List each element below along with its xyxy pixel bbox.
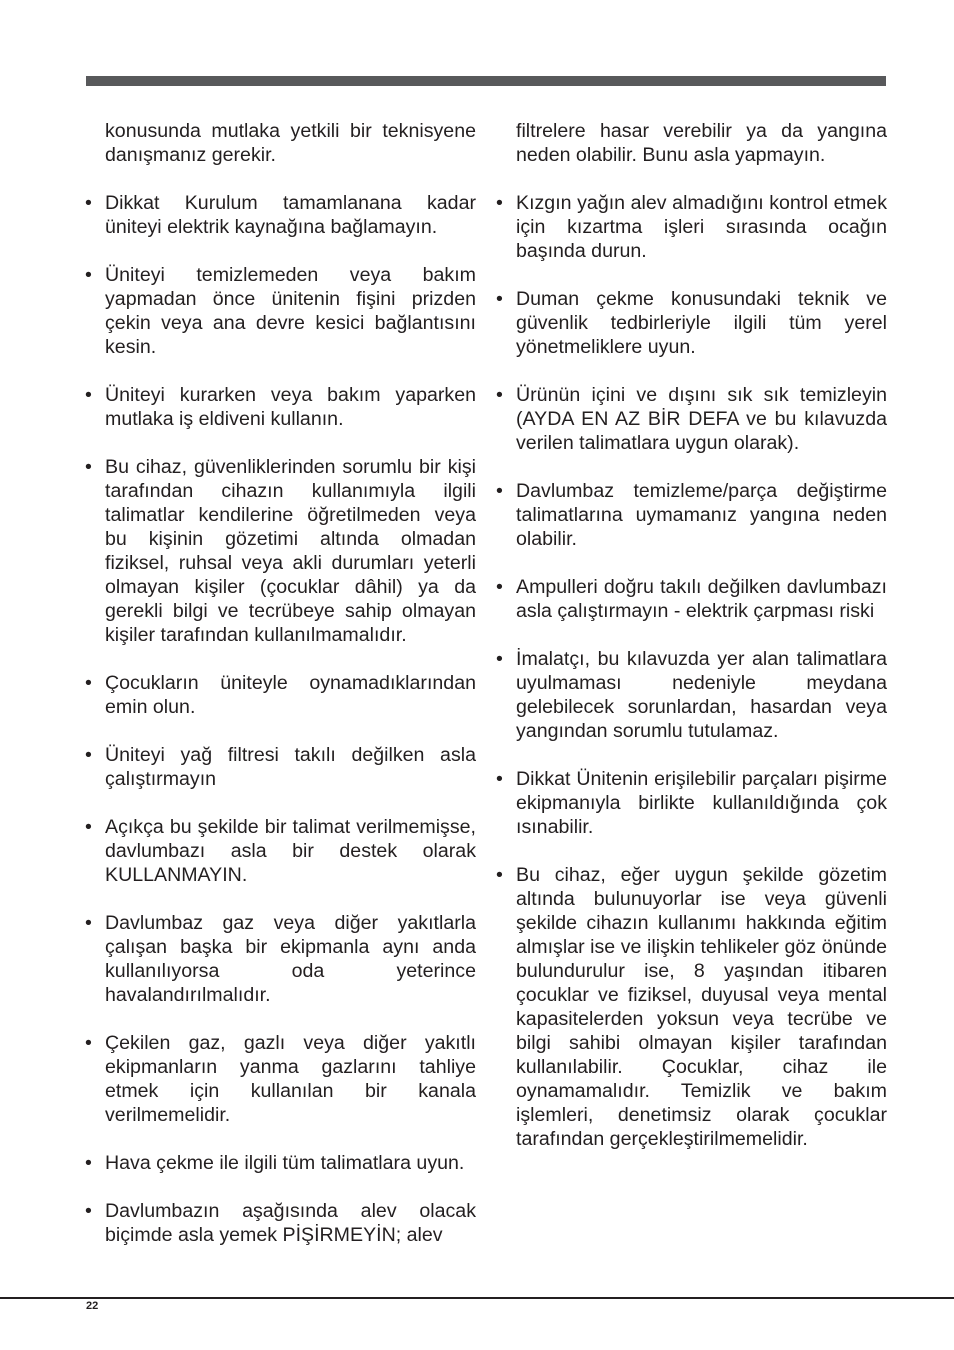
paragraph-text: Ürünün içini ve dışını sık sık temizleyin (AYDA EN AZ BİR DEFA ve bu kılavuzda verilen talimatlara uygun olarak). — [516, 384, 887, 454]
paragraph-text: Üniteyi yağ filtresi takılı değilken asla çalıştırmayın — [105, 744, 476, 790]
bullet-marker: • — [85, 672, 92, 694]
paragraph-text: Ampulleri doğru takılı değilken davlumbazı asla çalıştırmayın - elektrik çarpması riski — [516, 576, 887, 622]
bullet-marker: • — [85, 456, 92, 478]
bullet-marker: • — [496, 864, 503, 886]
paragraph-text: Bu cihaz, güvenliklerinden sorumlu bir kişi tarafından cihazın kullanımıyla ilgili talimatlar kendilerine öğretilmeden veya bu kişinin gözetimi altında olmadan fiziksel, ruhsal veya akli durumları yeterli olmayan kişiler (çocuklar dâhil) ya da gerekli bilgi ve tecrübeye sahip olmayan kişiler tarafından kullanılmamalıdır. — [105, 456, 476, 646]
paragraph-text: Çekilen gaz, gazlı veya diğer yakıtlı ekipmanların yanma gazlarını tahliye etmek için kullanılan bir kanala verilmemelidir. — [105, 1032, 476, 1126]
bullet-item — [85, 1151, 476, 1175]
bullet-marker: • — [496, 576, 503, 598]
paragraph-text: Davlumbazın aşağısında alev olacak biçimde asla yemek PİŞİRMEYİN; alev — [105, 1200, 476, 1246]
bullet-marker: • — [85, 264, 92, 286]
bullet-marker: • — [496, 768, 503, 790]
bullet-item — [85, 383, 476, 431]
left-text-column — [85, 119, 476, 1271]
bullet-item — [85, 815, 476, 887]
paragraph-text: Davlumbaz temizleme/parça değiştirme talimatlarına uymamanız yangına neden olabilir. — [516, 480, 887, 550]
paragraph-text: Davlumbaz gaz veya diğer yakıtlarla çalışan başka bir ekipmanla aynı anda kullanılıyorsa oda yeterince havalandırılmalıdır. — [105, 912, 476, 1006]
page-number: 22 — [86, 1300, 99, 1312]
paragraph-text: İmalatçı, bu kılavuzda yer alan talimatlara uyulmaması nedeniyle meydana gelebilecek sorunlardan, hasardan veya yangından sorumlu tutulamaz. — [516, 648, 887, 742]
bullet-marker: • — [85, 816, 92, 838]
paragraph-text: konusunda mutlaka yetkili bir teknisyene danışmanız gerekir. — [105, 120, 476, 166]
paragraph-text: Üniteyi temizlemeden veya bakım yapmadan önce ünitenin fişini prizden çekin veya ana devre kesici bağlantısını kesin. — [105, 264, 476, 358]
bullet-item — [85, 455, 476, 647]
paragraph-text: Duman çekme konusundaki teknik ve güvenlik tedbirleriyle ilgili tüm yerel yönetmeliklere uyun. — [516, 288, 887, 358]
bullet-marker: • — [85, 1032, 92, 1054]
bullet-marker: • — [496, 648, 503, 670]
bullet-item — [85, 1031, 476, 1127]
bullet-item — [85, 911, 476, 1007]
paragraph-text: Çocukların üniteyle oynamadıklarından emin olun. — [105, 672, 476, 718]
paragraph-text: Üniteyi kurarken veya bakım yaparken mutlaka iş eldiveni kullanın. — [105, 384, 476, 430]
bullet-item — [85, 743, 476, 791]
paragraph-text: Dikkat Ünitenin erişilebilir parçaları pişirme ekipmanıyla birlikte kullanıldığında çok ısınabilir. — [516, 768, 887, 838]
bullet-item — [85, 263, 476, 359]
bullet-marker: • — [496, 288, 503, 310]
paragraph-text: Bu cihaz, eğer uygun şekilde gözetim altında bulunuyorlar ise veya güvenli şekilde cihazın kullanımı hakkında eğitim almışlar ise ve ilişkin tehlikeler göz önünde bulundurulur ise, 8 yaşından itibaren çocuklar ve fiziksel, duyusal veya mental kapasitelerden yoksun veya tecrübe ve bilgi sahibi olmayan kişiler tarafından kullanılabilir. Çocuklar, cihaz ile oynamamalıdır. Temizlik ve bakım işlemleri, denetimsiz olarak çocuklar tarafından gerçekleştirilmemelidir. — [516, 864, 887, 1150]
bullet-item — [496, 647, 887, 743]
bullet-marker: • — [496, 192, 503, 214]
bullet-marker: • — [85, 192, 92, 214]
bullet-marker: • — [85, 384, 92, 406]
bullet-item — [496, 575, 887, 623]
paragraph-text: Hava çekme ile ilgili tüm talimatlara uyun. — [105, 1152, 465, 1174]
bullet-item — [496, 383, 887, 455]
paragraph-text: Dikkat Kurulum tamamlanana kadar üniteyi elektrik kaynağına bağlamayın. — [105, 192, 476, 238]
bullet-marker: • — [496, 384, 503, 406]
bullet-item — [496, 479, 887, 551]
bullet-item — [85, 671, 476, 719]
bullet-item — [496, 767, 887, 839]
bullet-item — [85, 191, 476, 239]
bullet-marker: • — [85, 912, 92, 934]
bullet-marker: • — [85, 1152, 92, 1174]
bullet-marker: • — [85, 744, 92, 766]
paragraph-text: Açıkça bu şekilde bir talimat verilmemişse, davlumbazı asla bir destek olarak KULLANMAYIN. — [105, 816, 476, 886]
paragraph-text: filtrelere hasar verebilir ya da yangına neden olabilir. Bunu asla yapmayın. — [516, 120, 887, 166]
bullet-item — [496, 863, 887, 1151]
bullet-item — [85, 1199, 476, 1247]
bullet-marker: • — [85, 1200, 92, 1222]
bullet-marker: • — [496, 480, 503, 502]
right-text-column — [496, 119, 887, 1175]
continued-paragraph — [85, 119, 476, 167]
top-rule — [86, 76, 886, 86]
bottom-rule — [0, 1297, 954, 1299]
continued-paragraph — [496, 119, 887, 167]
bullet-item — [496, 287, 887, 359]
bullet-item — [496, 191, 887, 263]
paragraph-text: Kızgın yağın alev almadığını kontrol etmek için kızartma işleri sırasında ocağın başında durun. — [516, 192, 887, 262]
